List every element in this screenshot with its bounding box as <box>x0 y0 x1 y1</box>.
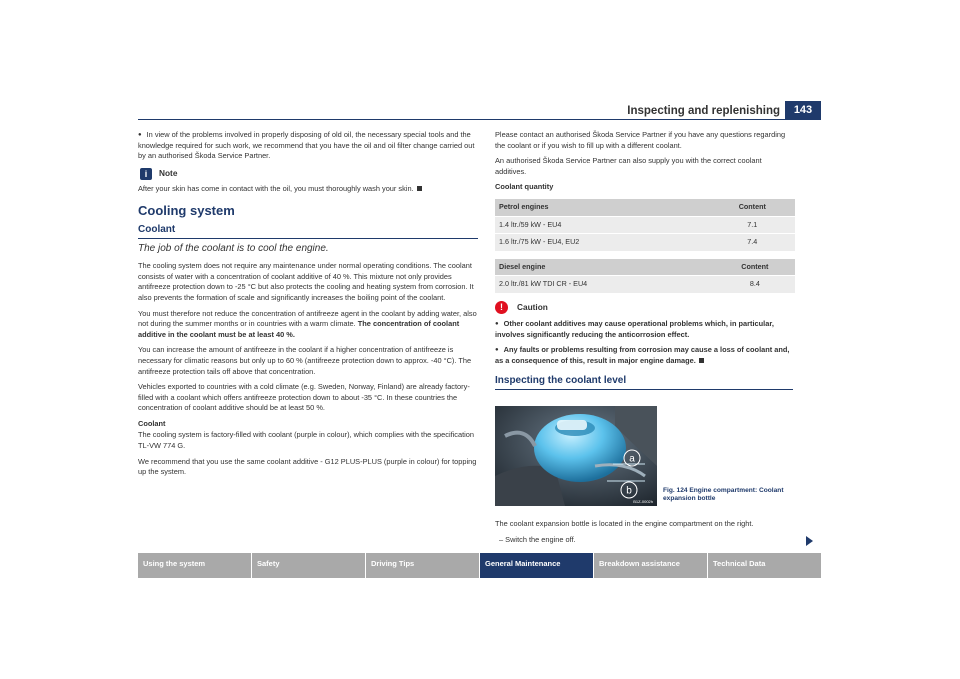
paragraph: The cooling system does not require any maintenance under normal operating conditions. The coolant consists of water with a concentration of coolant additive of 40 %. This mixture not only provides antifreeze protection down to -25 °C but also protects the cooling and heating system from corrosion. It also prevents the formation of scale and significantly increases the boiling point of the coolant. <box>138 261 474 302</box>
paragraph: You can increase the amount of antifreeze in the coolant if a higher concentration of antifreeze is necessary for climatic reasons but only up to 60 % (antifreeze protection down to approx. -40 °C). The antifreeze protection tails off above that concentration. <box>138 345 472 376</box>
right-column <box>495 130 793 390</box>
paragraph: You must therefore not reduce the concentration of antifreeze agent in the coolant by adding water, also not during the summer months or in countries with a warm climate. The concentration of coolant additive in the coolant must be at least 40 %. <box>138 308 477 339</box>
caution-heading <box>495 301 793 314</box>
figure-caption: Fig. 124 Engine compartment: Coolant expansion bottle <box>663 487 784 502</box>
nav-tab-breakdown-assistance[interactable]: Breakdown assistance <box>594 553 707 578</box>
petrol-table <box>495 199 795 251</box>
table-row <box>495 276 795 293</box>
step: – Switch the engine off. <box>499 534 576 544</box>
quantity-label: Coolant quantity <box>495 182 554 192</box>
label-a: a <box>629 453 635 465</box>
page-number: 143 <box>785 101 821 119</box>
caution-icon: ! <box>495 301 508 314</box>
table-cell: 2.0 ltr./81 kW TDI CR - EU4 <box>495 276 715 293</box>
caution-item: ● Other coolant additives may cause operational problems which, in particular, involves significantly reducing the anticorrosion effect. <box>495 319 793 340</box>
table-row <box>495 216 795 234</box>
caution-block <box>495 319 793 366</box>
engine-compartment-image <box>495 406 657 506</box>
table-cell: 7.4 <box>710 234 795 251</box>
next-page-arrow-icon[interactable] <box>806 536 813 546</box>
paragraph: Vehicles exported to countries with a cold climate (e.g. Sweden, Norway, Finland) are already factory-filled with a coolant which offers antifreeze protection down to about -35 °C. In these countries the concentration of coolant additive should be at least 50 %. <box>138 382 470 413</box>
paragraph: The coolant expansion bottle is located in the engine compartment on the right. <box>495 519 754 528</box>
lead-text: The job of the coolant is to cool the engine. <box>138 242 329 254</box>
table-cell: 7.1 <box>710 216 795 234</box>
caution-item: ● Any faults or problems resulting from corrosion may cause a loss of coolant and, as a consequence of this, result in major engine damage. <box>495 345 793 366</box>
table-header: Content <box>710 199 795 216</box>
after-figure-text <box>495 519 805 550</box>
caution-label: Caution <box>517 302 548 313</box>
note-text: After your skin has come in contact with the oil, you must thoroughly wash your skin. <box>138 184 478 195</box>
nav-tab-technical-data[interactable]: Technical Data <box>708 553 821 578</box>
table-cell: 8.4 <box>715 276 795 293</box>
table-header: Content <box>715 259 795 276</box>
table-row <box>495 234 795 251</box>
nav-tab-using-the-system[interactable]: Using the system <box>138 553 251 578</box>
note-label: Note <box>159 168 178 179</box>
bullet-paragraph: ● In view of the problems involved in properly disposing of old oil, the necessary special tools and the knowledge required for such work, we recommend that you have the oil and oil filter change carried out by an authorised Škoda Service Partner. <box>138 130 478 162</box>
diesel-table <box>495 259 795 293</box>
nav-tab-safety[interactable]: Safety <box>252 553 365 578</box>
end-mark-icon <box>699 358 704 363</box>
table-cell: 1.4 ltr./59 kW - EU4 <box>495 216 710 234</box>
table-cell: 1.6 ltr./75 kW - EU4, EU2 <box>495 234 710 251</box>
section2-title: Inspecting the coolant level <box>495 376 793 390</box>
engine-illustration <box>495 406 657 506</box>
nav-tab-general-maintenance[interactable]: General Maintenance <box>480 553 593 578</box>
section-title: Cooling system <box>138 203 235 219</box>
paragraph: The cooling system is factory-filled with coolant (purple in colour), which complies with the specification TL-VW 774 G. <box>138 430 475 451</box>
paragraph: Please contact an authorised Škoda Service Partner if you have any questions regarding the coolant or if you wish to fill up with a different coolant. <box>495 130 786 150</box>
footer-nav <box>138 553 821 578</box>
nav-tab-driving-tips[interactable]: Driving Tips <box>366 553 479 578</box>
paragraph: An authorised Škoda Service Partner can also supply you with the correct coolant additives. <box>495 156 762 176</box>
table-header: Diesel engine <box>495 259 715 276</box>
table-header: Petrol engines <box>495 199 710 216</box>
header-rule <box>138 119 821 120</box>
left-column <box>138 130 478 483</box>
figure-code: B1Z-0002h <box>633 499 653 504</box>
note-icon: i <box>140 168 152 180</box>
note-heading <box>138 168 478 180</box>
end-mark-icon <box>417 186 422 191</box>
paragraph: We recommend that you use the same coolant additive - G12 PLUS-PLUS (purple in colour) for topping up the system. <box>138 456 477 477</box>
subsection-title: Coolant <box>138 225 478 239</box>
coolant-label: Coolant <box>138 418 166 428</box>
label-b: b <box>626 485 632 497</box>
header-title: Inspecting and replenishing <box>627 105 780 117</box>
